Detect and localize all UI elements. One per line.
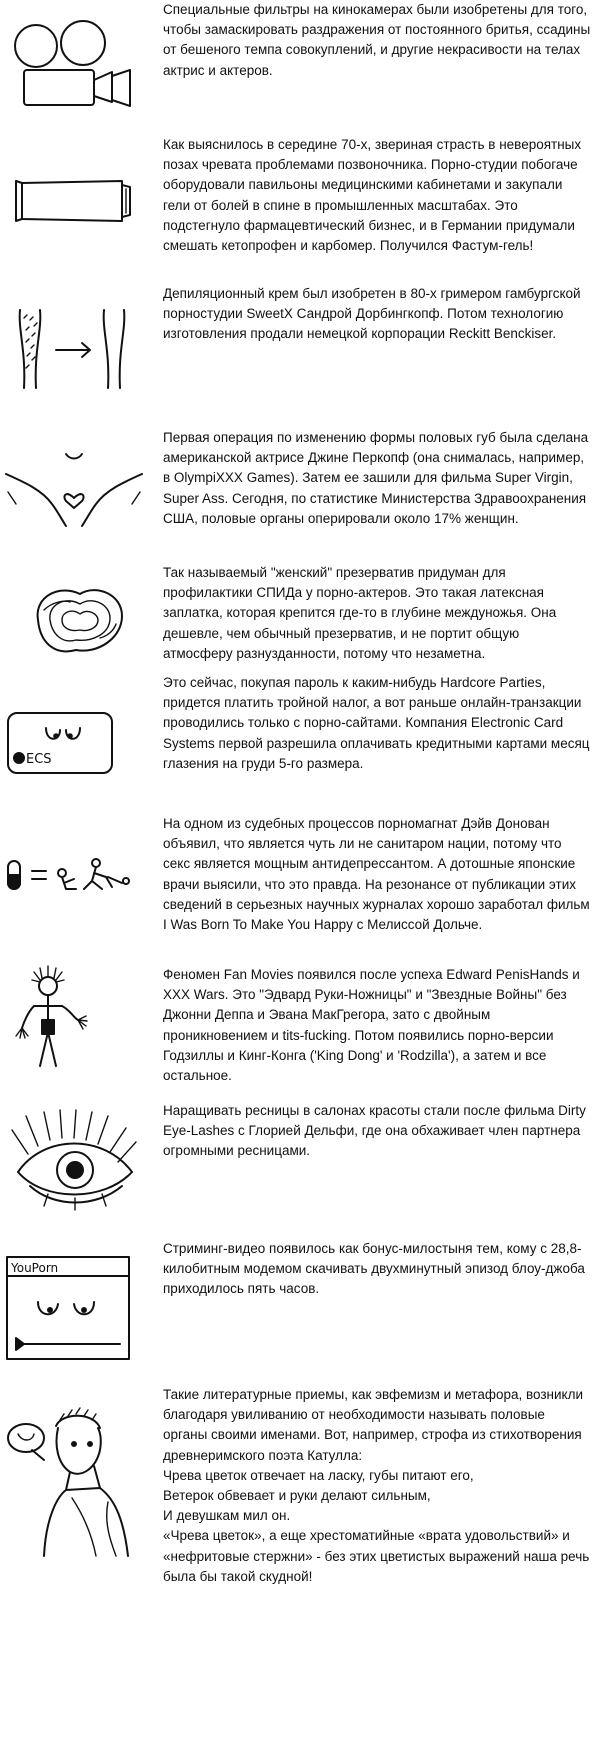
entry-text: На одном из судебных процессов порномагнат Дэйв Донован объявил, что является чуть ли не санитаром нации, потому что секс является мощным антидепрессантом. А дотошные японские врачи выясили, что это правда. На резонансе от публикации этих сведений в серьезных научных журналах хорошо заработал фильм I Was Born To Make You Happy с Мелиссой Дольче. [163, 816, 590, 933]
heart-body-icon [4, 448, 144, 528]
poem-line: Чрева цветок отвечает на ласку, губы питают его, [163, 1467, 474, 1483]
scissorhands-figure-icon [4, 964, 144, 1074]
entry-text: Первая операция по изменению формы половых губ была сделана американской актрисе Джине Перкопф (она снималась, например, в OlympiXXX Games). Затем ее зашили для фильма Super Virgin, Super Ass. Сегодня, по статистике Министерства Здравоохранения США, половые органы оперировали около 17% женщин. [163, 430, 589, 526]
credit-card-icon [4, 710, 144, 775]
entry-text: Так называемый "женский" презерватив придуман для профилактики СПИДа у порно-актеров. Это такая латексная заплатка, которая крепится где-то в глубине междуножья. Она дешевле, чем обычный презерватив, и не портит общую атмосферу разнузданности, потому что незаметна. [163, 565, 557, 661]
paragraph-outro: «Чрева цветок», а еще хрестоматийные «врата удовольствий» и «нефритовые стержни» - без этих цветистых выражений наша речь была бы такой скудной! [163, 1528, 590, 1584]
roman-poet-icon [4, 1406, 144, 1556]
poem-line: И девушкам мил он. [163, 1508, 291, 1524]
film-camera-icon [4, 10, 144, 110]
entry-text [163, 1385, 591, 1587]
pill-equals-sex-icon [4, 855, 144, 895]
entry-text: Как выяснилось в середине 70-х, звериная страсть в невероятных позах чревата проблемами позвоночника. Порно-студии побогаче оборудовали павильоны медицинскими кабинетами и закупали гели от болей в спине в промышленных масштабах. Это подстегнуло фармацевтический бизнес, и в Германии придумали смешать кетопрофен и карбомер. Получился Фастум-гель! [163, 137, 582, 254]
female-condom-icon [4, 580, 144, 660]
entry-text: Специальные фильтры на кинокамерах были изобретены для того, чтобы замаскировать раздражения от постоянного бритья, ссадины от бешеного темпа совокуплений, и другие некрасивости на телах актрис и актеров. [163, 2, 591, 78]
entry-text: Депиляционный крем был изобретен в 80-х гримером гамбургской порностудии SweetX Сандрой Дорбингкопф. Потом технологию изготовления продали немецкой корпорации Reckitt Benckiser. [163, 286, 581, 342]
video-player-icon [4, 1254, 144, 1364]
entry-text: Стриминг-видео появилось как бонус-милостыня тем, кому с 28,8-килобитным модемом скачивать двухминутный эпизод блоу-джоба приходилось пять часов. [163, 1241, 585, 1297]
paragraph-intro: Такие литературные приемы, как эвфемизм и метафора, возникли благодаря увиливанию от необходимости называть половые органы своими именами. Вот, например, строфа из стихотворения древнеримского поэта Катулла: [163, 1387, 584, 1463]
gel-tube-icon [4, 177, 144, 227]
card-label: ECS [26, 752, 52, 767]
entry-text: Это сейчас, покупая пароль к каким-нибудь Hardcore Parties, придется платить тройной налог, а вот раньше онлайн-транзакции проводились только с порно-сайтами. Компания Electronic Card Systems первой разрешила оплачивать кредитными картами месяц глазения на груди 5-го размера. [163, 675, 590, 771]
poem-line: Ветерок обвевает и руки делают сильным, [163, 1488, 431, 1504]
eyelashes-eye-icon [4, 1110, 144, 1215]
entry-text: Феномен Fan Movies появился после успеха Edward PenisHands и XXX Wars. Это "Эдвард Руки-Ножницы" и "Звездные Войны" без Джонни Деппа и Эвана МакГрегора, зато с двойным проникновением и tits-fucking. Потом появились порно-версии Годзиллы и Кинг-Конга ('King Dong' и 'Rodzilla'), а затем и все остальное. [163, 967, 580, 1084]
player-label: YouPorn [11, 1261, 59, 1275]
shaved-leg-icon [4, 310, 144, 390]
entry-text: Наращивать ресницы в салонах красоты стали после фильма Dirty Eye-Lashes с Глорией Дельфи, где она обхаживает член партнера огромными ресницами. [163, 1103, 586, 1159]
